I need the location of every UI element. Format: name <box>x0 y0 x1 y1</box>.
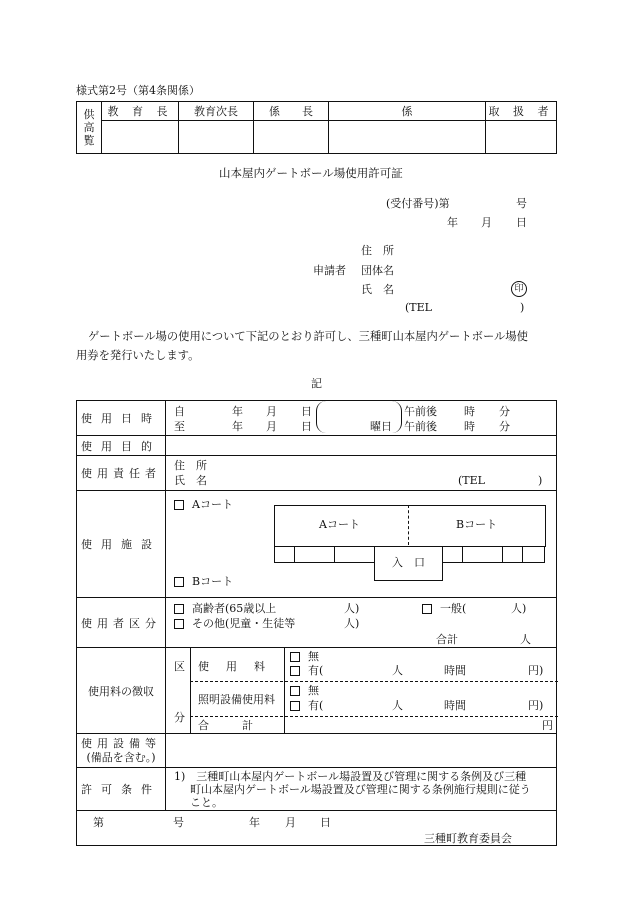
fee-cell <box>166 648 557 734</box>
date-time-cell[interactable] <box>166 401 557 436</box>
fee-usage-yes-label: 有( <box>308 664 324 677</box>
label-facility: 使用施設 <box>77 491 166 598</box>
strip-line <box>462 546 463 562</box>
entrance-right-wall <box>442 546 443 581</box>
fee-usage-none[interactable] <box>290 651 319 662</box>
approval-side-label: 供 高 覧 <box>77 102 102 154</box>
entrance-bottom-wall <box>374 580 442 581</box>
date-month: 月 <box>481 216 492 229</box>
fee-total-yen: 円 <box>542 719 553 732</box>
entrance-label: 入 口 <box>392 556 425 569</box>
strip-line <box>334 546 335 562</box>
facility-option-b[interactable] <box>174 576 233 587</box>
fee-row-separator <box>190 681 558 682</box>
court-divider <box>408 505 409 545</box>
user-class-other-label: その他(児童・生徒等 <box>192 617 296 630</box>
label-equipment <box>77 734 166 768</box>
body-text-line-2: 用券を発行いたします。 <box>76 349 200 362</box>
facility-cell <box>166 491 557 598</box>
footer-cell <box>77 811 557 846</box>
label-date-time: 使用日時 <box>77 401 166 436</box>
responsible-tel-close: ) <box>538 474 543 487</box>
approval-stamp-cell[interactable] <box>254 121 329 154</box>
to-ampm: 午前後 <box>404 420 437 433</box>
user-class-total-label: 合計 <box>436 633 458 646</box>
fee-divider <box>284 648 285 733</box>
approval-stamp-cell[interactable] <box>329 121 486 154</box>
approval-header-staff: 係 <box>329 102 486 121</box>
label-conditions: 許可条件 <box>77 768 166 811</box>
from-day: 日 <box>301 405 312 418</box>
applicant-tel-close: ) <box>520 301 525 314</box>
checkbox-icon[interactable] <box>290 701 300 711</box>
fee-light-person: 人 <box>392 699 403 712</box>
purpose-cell[interactable] <box>166 436 557 456</box>
body-text-line-1: ゲートボール場の使用について下記のとおり許可し、三種町山本屋内ゲートボール場使 <box>88 330 528 343</box>
label-user-class: 使用者区分 <box>77 598 166 648</box>
facility-option-a-label: Aコート <box>192 498 233 511</box>
facility-option-b-label: Bコート <box>192 575 234 588</box>
approval-header-chief: 係 長 <box>254 102 329 121</box>
footer-day: 日 <box>320 816 331 829</box>
date-year: 年 <box>447 216 458 229</box>
fee-usage-person: 人 <box>392 664 403 677</box>
checkbox-icon[interactable] <box>174 619 184 629</box>
equipment-cell[interactable] <box>166 734 557 768</box>
to-hour: 時 <box>464 420 475 433</box>
to-year: 年 <box>232 420 243 433</box>
checkbox-icon[interactable] <box>290 686 300 696</box>
approval-header-deputy: 教育次長 <box>179 102 254 121</box>
user-class-total-unit: 人 <box>520 633 531 646</box>
strip-line <box>294 546 295 562</box>
responsible-address-label: 住 所 <box>174 459 207 472</box>
fee-light-label: 照明設備使用料 <box>198 693 275 706</box>
applicant-tel-label: (TEL <box>405 301 432 314</box>
ki-heading: 記 <box>311 377 322 390</box>
fee-total-label: 合 計 <box>198 719 253 732</box>
footer-year: 年 <box>249 816 260 829</box>
court-a-label: Aコート <box>319 518 360 531</box>
checkbox-icon[interactable] <box>174 577 184 587</box>
strip-line <box>544 546 545 562</box>
conditions-text-2: 町山本屋内ゲートボール場設置及び管理に関する条例施行規則に従う <box>190 783 531 796</box>
footer-go: 号 <box>173 816 184 829</box>
applicant-address-label: 住 所 <box>361 244 394 257</box>
user-class-elderly-label: 高齢者(65歳以上 <box>192 602 277 615</box>
strip-line <box>442 562 545 563</box>
receipt-label: (受付番号)第 <box>386 197 450 210</box>
from-label: 自 <box>174 405 185 418</box>
footer-month: 月 <box>285 816 296 829</box>
responsible-name-label: 氏 名 <box>174 474 207 487</box>
strip-line <box>502 546 503 562</box>
to-minute: 分 <box>499 420 510 433</box>
date-day: 日 <box>516 216 527 229</box>
checkbox-icon[interactable] <box>174 500 184 510</box>
fee-light-yen: 円) <box>528 699 544 712</box>
fee-usage-label: 使 用 料 <box>198 660 268 673</box>
approval-stamp-cell[interactable] <box>486 121 557 154</box>
user-class-general-label: 一般( <box>440 602 467 615</box>
strip-line <box>522 546 523 562</box>
to-label: 至 <box>174 420 185 433</box>
user-class-general[interactable] <box>422 603 466 614</box>
label-fee: 使用料の徴収 <box>77 648 166 734</box>
checkbox-icon[interactable] <box>290 666 300 676</box>
facility-option-a[interactable] <box>174 499 233 510</box>
equipment-label-line2: (備品を含む。) <box>86 750 156 764</box>
from-minute: 分 <box>499 405 510 418</box>
permit-details-table <box>76 400 557 846</box>
weekday-label: 曜日 <box>370 420 392 433</box>
approval-stamp-cell[interactable] <box>179 121 254 154</box>
document-title: 山本屋内ゲートボール場使用許可証 <box>219 166 403 180</box>
seal-icon: 印 <box>511 281 527 297</box>
approval-table <box>76 101 557 154</box>
label-responsible: 使用責任者 <box>77 456 166 491</box>
fee-light-none[interactable] <box>290 685 319 696</box>
footer-dai: 第 <box>93 816 104 829</box>
user-class-general-person: 人) <box>511 602 527 615</box>
fee-divider <box>190 648 191 733</box>
to-day: 日 <box>301 420 312 433</box>
entrance-left-wall <box>374 546 375 581</box>
court-outline <box>274 505 546 547</box>
fee-usage-yes[interactable] <box>290 665 323 676</box>
applicant-group-label: 団体名 <box>361 264 394 277</box>
conditions-text-3: こと。 <box>190 796 223 809</box>
fee-usage-time: 時間 <box>444 664 466 677</box>
fee-light-yes[interactable] <box>290 700 323 711</box>
user-class-elderly[interactable] <box>174 603 276 614</box>
approval-header-handler: 取 扱 者 <box>486 102 557 121</box>
checkbox-icon[interactable] <box>290 652 300 662</box>
applicant-name-label: 氏 名 <box>361 283 394 296</box>
responsible-cell[interactable] <box>166 456 557 491</box>
fee-bun-label: 分 <box>174 711 185 724</box>
fee-light-time: 時間 <box>444 699 466 712</box>
fee-usage-yen: 円) <box>528 664 544 677</box>
fee-light-none-label: 無 <box>308 684 319 697</box>
label-purpose: 使用目的 <box>77 436 166 456</box>
checkbox-icon[interactable] <box>174 604 184 614</box>
fee-light-yes-label: 有( <box>308 699 324 712</box>
to-month: 月 <box>266 420 277 433</box>
court-b-label: Bコート <box>456 518 498 531</box>
conditions-cell <box>166 768 557 811</box>
receipt-suffix: 号 <box>516 197 527 210</box>
from-hour: 時 <box>464 405 475 418</box>
fee-usage-none-label: 無 <box>308 650 319 663</box>
responsible-tel-label: (TEL <box>458 474 485 487</box>
strip-line <box>274 562 374 563</box>
form-number: 様式第2号（第4条関係） <box>76 84 200 97</box>
user-class-other[interactable] <box>174 618 295 629</box>
fee-ku-label: 区 <box>174 660 185 673</box>
from-month: 月 <box>266 405 277 418</box>
footer-issuer: 三種町教育委員会 <box>424 832 512 845</box>
checkbox-icon[interactable] <box>422 604 432 614</box>
equipment-label-line1: 使用設備等 <box>81 736 161 750</box>
approval-stamp-cell[interactable] <box>102 121 179 154</box>
conditions-text-1: 1) 三種町山本屋内ゲートボール場設置及び管理に関する条例及び三種 <box>174 770 527 783</box>
user-class-elderly-person: 人) <box>344 602 360 615</box>
approval-header-superintendent: 教 育 長 <box>102 102 179 121</box>
from-year: 年 <box>232 405 243 418</box>
user-class-cell <box>166 598 557 648</box>
from-ampm: 午前後 <box>404 405 437 418</box>
applicant-group-title: 申請者 <box>313 264 346 277</box>
strip-line <box>274 546 275 562</box>
user-class-other-person: 人) <box>344 617 360 630</box>
fee-row-separator <box>190 716 558 717</box>
